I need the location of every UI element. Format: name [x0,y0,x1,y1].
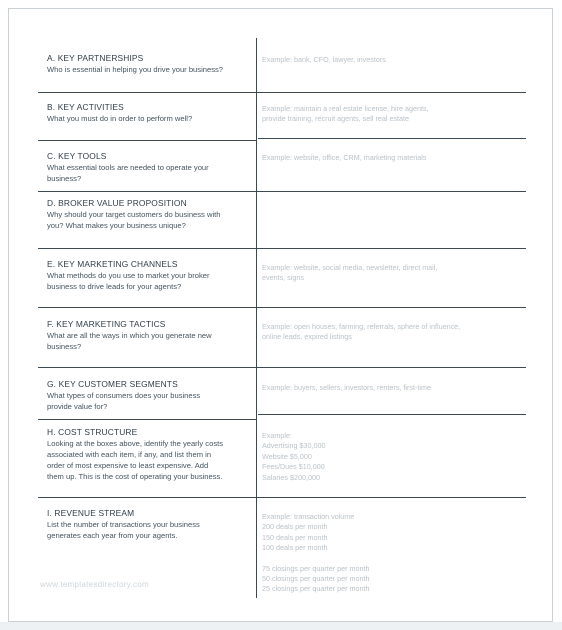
description-line: generates each year from your agents. [47,531,178,540]
example-line: 75 closings per quarter per month [262,563,370,573]
section-description [47,438,251,482]
section-title: G. KEY CUSTOMER SEGMENTS [47,379,178,389]
description-line: What essential tools are needed to operate your [47,163,209,172]
example-key-customer-segments [262,383,524,393]
section-revenue-stream [47,508,251,541]
section-description: Who is essential in helping you drive your business? [47,65,224,74]
description-line: List the number of transactions your business [47,520,200,529]
example-line: Advertising $30,000 [262,441,326,451]
example-line: Fees/Dues $10,000 [262,462,325,472]
example-line [262,554,524,564]
description-line: Looking at the boxes above, identify the yearly costs [47,439,224,448]
example-line: Website $5,000 [262,451,312,461]
description-line: What methods do you use to market your broker [47,271,210,280]
description-line: Why should your target customers do business with [47,210,221,219]
row-divider [38,92,526,93]
description-line: What types of consumers does your business [47,391,201,400]
example-key-marketing-tactics [262,322,524,343]
example-line: Example: buyers, sellers, investors, renters, first-time [262,383,431,392]
example-line: Example: open houses, farming, referrals, sphere of influence, [262,322,461,331]
section-key-marketing-channels [47,259,251,292]
example-key-activities [262,104,524,125]
description-line: provide value for? [47,402,108,411]
section-title: B. KEY ACTIVITIES [47,102,124,112]
row-divider [38,191,526,192]
row-divider [258,138,526,139]
example-key-marketing-channels [262,263,524,284]
section-key-marketing-tactics [47,319,251,352]
example-line: 200 deals per month [262,522,328,532]
description-line: associated with each item, if any, and list them in [47,450,212,459]
section-title: E. KEY MARKETING CHANNELS [47,259,178,269]
example-line: online leads, expired listings [262,332,352,342]
section-cost-structure [47,427,251,482]
example-cost-structure [262,431,524,483]
section-description [47,270,251,292]
row-divider [38,419,256,420]
description-line: order of most expensive to least expensive. Add [47,461,209,470]
section-description [47,390,251,412]
section-description: What you must do in order to perform well? [47,114,193,123]
section-broker-value-proposition [47,198,251,231]
example-line: Salaries $200,000 [262,472,320,482]
row-divider [38,497,526,498]
section-description [47,209,251,231]
description-line: business? [47,342,82,351]
section-title: F. KEY MARKETING TACTICS [47,319,166,329]
description-line: you? What makes your business unique? [47,221,186,230]
section-title: H. COST STRUCTURE [47,427,138,437]
bottom-strip [0,622,562,630]
section-description [47,519,251,541]
example-line: events, signs [262,273,304,283]
description-line: business? [47,174,82,183]
example-line: Example: website, social media, newsletter, direct mail, [262,263,438,272]
example-line: Example: maintain a real estate license, hire agents, [262,104,429,113]
section-title: I. REVENUE STREAM [47,508,135,518]
example-key-partnerships [262,55,524,65]
section-title: C. KEY TOOLS [47,151,107,161]
example-key-tools [262,153,524,163]
example-line: Example: transaction volume [262,512,355,521]
example-line: Example: bank, CFO, lawyer, investors [262,55,386,64]
row-divider [38,367,526,368]
section-key-customer-segments [47,379,251,412]
column-divider [256,38,257,598]
section-title: A. KEY PARTNERSHIPS [47,53,144,63]
example-line: Example: website, office, CRM, marketing materials [262,153,427,162]
example-line: 50 closings per quarter per month [262,574,370,584]
example-line: provide training, recruit agents, sell real estate [262,114,410,124]
description-line: What are all the ways in which you generate new [47,331,212,340]
section-key-tools [47,151,251,184]
section-key-partnerships [47,53,251,75]
row-divider [38,307,526,308]
section-title: D. BROKER VALUE PROPOSITION [47,198,187,208]
watermark: www.templatesdirectory.com [40,580,150,589]
section-description [47,162,251,184]
example-revenue-stream [262,512,524,595]
example-line: 150 deals per month [262,532,328,542]
section-description [47,330,251,352]
row-divider [258,414,526,415]
example-line: Example: [262,431,292,440]
example-line: 25 closings per quarter per month [262,584,370,594]
row-divider [38,248,526,249]
example-line: 100 deals per month [262,543,328,553]
row-divider [38,140,256,141]
section-key-activities [47,102,251,124]
description-line: business to drive leads for your agents? [47,282,182,291]
description-line: them up. This is the cost of operating your business. [47,472,223,481]
